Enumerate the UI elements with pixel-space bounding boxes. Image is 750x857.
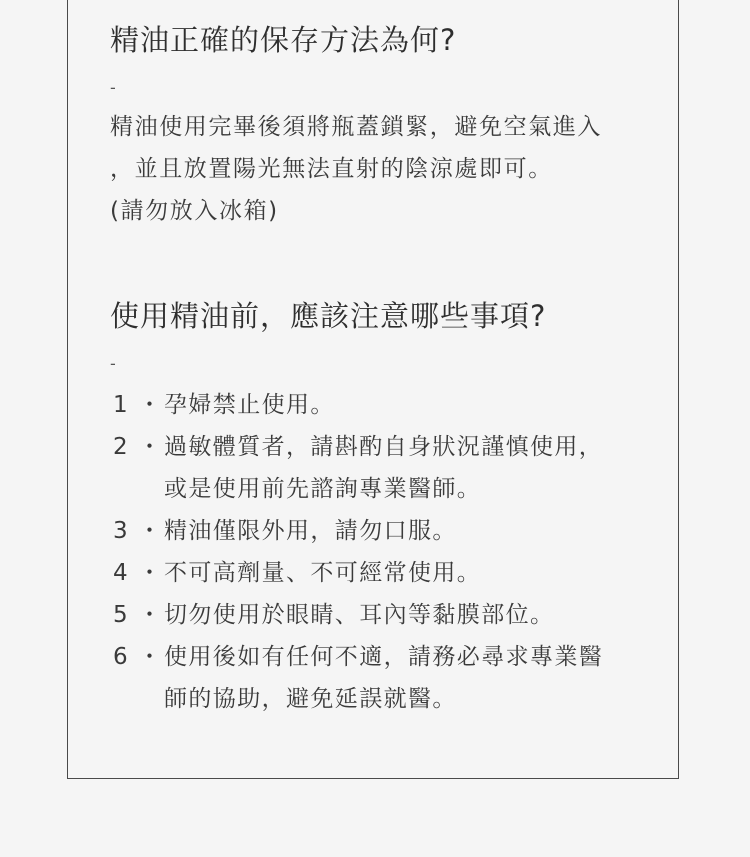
item-text: 切勿使用於眼睛、耳內等黏膜部位。 bbox=[164, 602, 555, 628]
storage-heading: 精油正確的保存方法為何? bbox=[110, 23, 457, 57]
item-text: 或是使用前先諮詢專業醫師。 bbox=[164, 476, 482, 502]
storage-answer bbox=[110, 106, 658, 232]
list-item bbox=[110, 552, 658, 594]
bullet-icon: ・ bbox=[138, 560, 163, 586]
list-item bbox=[110, 510, 658, 552]
precautions-section bbox=[110, 296, 658, 720]
precautions-list bbox=[110, 384, 658, 720]
list-item bbox=[110, 636, 658, 720]
bullet-icon: ・ bbox=[138, 644, 163, 670]
list-item bbox=[110, 594, 658, 636]
item-text: 孕婦禁止使用。 bbox=[164, 392, 335, 418]
answer-line: 精油使用完畢後須將瓶蓋鎖緊，避免空氣進入 bbox=[110, 114, 602, 140]
storage-section bbox=[110, 20, 658, 232]
item-number: 4 bbox=[113, 560, 130, 586]
item-number: 6 bbox=[113, 644, 130, 670]
item-number: 3 bbox=[113, 518, 130, 544]
item-text: 過敏體質者，請斟酌自身狀況謹慎使用， bbox=[164, 434, 604, 460]
list-item bbox=[110, 384, 658, 426]
item-text: 師的協助，避免延誤就醫。 bbox=[164, 686, 457, 712]
item-text: 使用後如有任何不適，請務必尋求專業醫 bbox=[164, 644, 604, 670]
item-text: 精油僅限外用，請勿口服。 bbox=[164, 518, 457, 544]
item-number: 2 bbox=[113, 434, 130, 460]
item-text: 不可高劑量、不可經常使用。 bbox=[164, 560, 482, 586]
answer-line: (請勿放入冰箱) bbox=[110, 198, 279, 224]
answer-line: ，並且放置陽光無法直射的陰涼處即可。 bbox=[110, 156, 553, 182]
bullet-icon: ・ bbox=[138, 602, 163, 628]
divider-dash: - bbox=[110, 78, 116, 97]
precautions-heading: 使用精油前，應該注意哪些事項? bbox=[110, 299, 547, 333]
divider-dash: - bbox=[110, 354, 116, 373]
faq-card bbox=[67, 0, 679, 779]
bullet-icon: ・ bbox=[138, 392, 163, 418]
bullet-icon: ・ bbox=[138, 518, 163, 544]
item-number: 5 bbox=[113, 602, 130, 628]
list-item bbox=[110, 426, 658, 510]
item-number: 1 bbox=[113, 392, 130, 418]
bullet-icon: ・ bbox=[138, 434, 163, 460]
